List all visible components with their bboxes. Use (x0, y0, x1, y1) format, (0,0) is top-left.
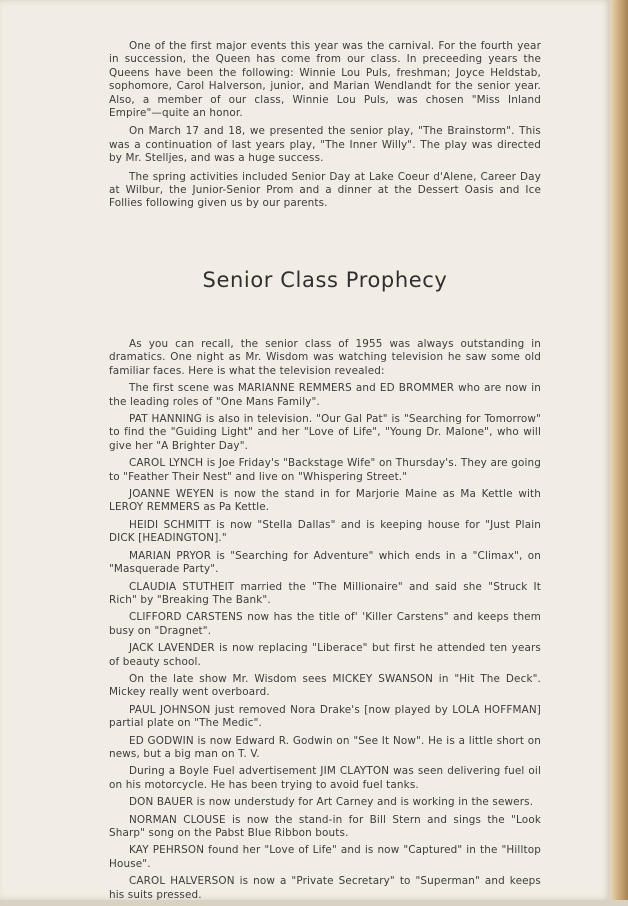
prophecy-paragraph: The first scene was MARIANNE REMMERS and ED BROMMER who are now in the leading roles of "One Mans Family". (109, 382, 541, 408)
intro-paragraph-carnival: One of the first major events this year was the carnival. For the fourth year in succession, the Queen has come from our class. In preceeding years the Queens have been the following: Winnie Lou Puls, freshman; Joyce Heldstab, sophomore, Carol Halverson, junior, and Marian Wendlandt for the senior year. Also, a member of our class, Winnie Lou Puls, was chosen "Miss Inland Empire"—quite an honor. (109, 40, 541, 120)
intro-paragraph-senior-play: On March 17 and 18, we presented the senior play, "The Brainstorm". This was a continuation of last years play, "The Inner Willy". The play was directed by Mr. Stelljes, and was a huge success. (109, 125, 541, 165)
prophecy-paragraph: NORMAN CLOUSE is now the stand-in for Bill Stern and sings the "Look Sharp" song on the Pabst Blue Ribbon bouts. (109, 813, 541, 839)
prophecy-paragraph: HEIDI SCHMITT is now "Stella Dallas" and is keeping house for "Just Plain DICK [HEADINGTON]." (109, 518, 541, 545)
prophecy-paragraph: CAROL HALVERSON is now a "Private Secretary" to "Superman" and keeps his suits pressed. (109, 875, 541, 901)
prophecy-paragraph: DON BAUER is now understudy for Art Carney and is working in the sewers. (129, 796, 534, 809)
prophecy-paragraph: On the late show Mr. Wisdom sees MICKEY SWANSON in "Hit The Deck". Mickey really went overboard. (109, 672, 541, 699)
prophecy-paragraph: PAT HANNING is also in television. "Our Gal Pat" is "Searching for Tomorrow" to find the "Guiding Light" and her "Love of Life", "Young Dr. Malone", who will give her "A Brighter Day". (109, 413, 541, 452)
prophecy-paragraph: CLIFFORD CARSTENS now has the title of' 'Killer Carstens" and keeps them busy on "Dragnet". (109, 611, 541, 637)
prophecy-paragraph: CAROL LYNCH is Joe Friday's "Backstage Wife" on Thursday's. They are going to "Feather Their Nest" and live on "Whispering Street." (109, 457, 541, 483)
prophecy-paragraph: ED GODWIN is now Edward R. Godwin on "See It Now". He is a little short on news, but a big man on T. V. (109, 734, 541, 760)
prophecy-paragraph: PAUL JOHNSON just removed Nora Drake's [now played by LOLA HOFFMAN] partial plate on "The Medic". (109, 703, 541, 730)
prophecy-section (109, 338, 541, 906)
prophecy-paragraph: JOANNE WEYEN is now the stand in for Marjorie Maine as Ma Kettle with LEROY REMMERS as Pa Kettle. (109, 488, 541, 514)
intro-paragraph-spring-activities: The spring activities included Senior Day at Lake Coeur d'Alene, Career Day at Wilbur, the Junior-Senior Prom and a dinner at the Dessert Oasis and Ice Follies following given us by our parents. (109, 170, 541, 210)
prophecy-paragraph: MARIAN PRYOR is "Searching for Adventure" which ends in a "Climax", on "Masquerade Party". (109, 549, 541, 576)
section-heading: Senior Class Prophecy (202, 268, 448, 292)
prophecy-paragraph: JACK LAVENDER is now replacing "Liberace" but first he attended ten years of beauty school. (109, 642, 541, 668)
prophecy-intro-paragraph: As you can recall, the senior class of 1955 was always outstanding in dramatics. One night as Mr. Wisdom was watching television he saw some old familiar faces. Here is what the television revealed: (109, 338, 541, 377)
page-edge (610, 0, 628, 900)
intro-section (109, 40, 541, 216)
prophecy-paragraph: KAY PEHRSON found her "Love of Life" and is now "Captured" in the "Hilltop House". (109, 844, 541, 870)
prophecy-paragraph: CLAUDIA STUTHEIT married the "The Millionaire" and said she "Struck It Rich" by "Breaking The Bank". (109, 580, 541, 606)
prophecy-paragraph: During a Boyle Fuel advertisement JIM CLAYTON was seen delivering fuel oil on his motorcycle. He has been trying to avoid fuel tanks. (109, 765, 541, 791)
